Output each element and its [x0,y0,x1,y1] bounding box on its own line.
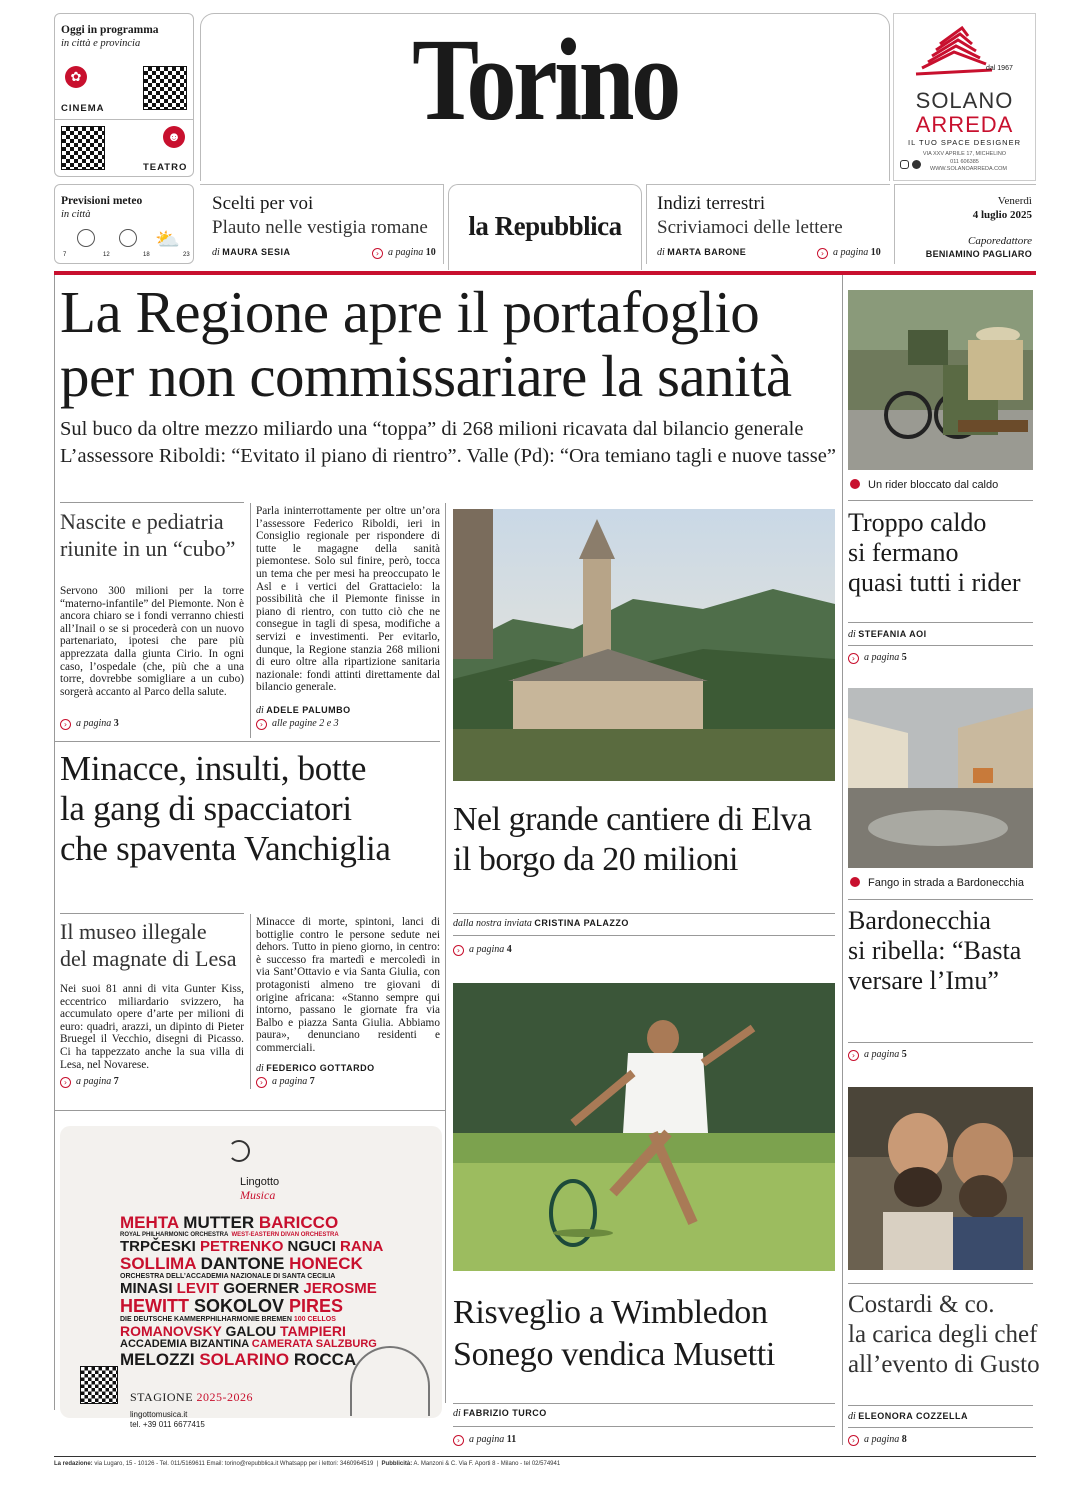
costardi-photo[interactable] [848,1087,1033,1270]
red-dot-icon [850,479,860,489]
nascite-headline[interactable] [60,508,235,562]
wimbledon-photo[interactable] [453,983,835,1271]
center-column-rule [445,503,446,1403]
cinema-label[interactable]: CINEMA [61,103,105,114]
wimbledon-headline-line2: Sonego vendica Musetti [453,1336,776,1373]
ad-lingotto-musica[interactable] [60,1126,442,1429]
lead-subheadline [60,416,836,470]
arrow-icon: › [256,719,267,730]
teatro-icon[interactable]: ☻ [163,126,185,148]
costardi-byline: di ELEONORA COZZELLA [848,1411,968,1422]
museo-pageref[interactable]: › a pagina 7 [60,1076,119,1088]
right-column-rule [842,275,843,1445]
arrow-icon: › [848,653,859,664]
indizi-title: Indizi terrestri [657,193,766,214]
arrow-icon: › [60,719,71,730]
scelti-title: Scelti per voi [212,193,314,214]
meteo-temp-3: 18 [143,252,150,258]
indizi-box[interactable] [646,184,890,264]
cinema-icon[interactable]: ✿ [65,66,87,88]
lead-byline: di ADELE PALUMBO [256,705,351,716]
ad-brand1: SOLANO [915,88,1014,113]
elva-headline-line2: il borgo da 20 milioni [453,841,738,878]
gang-byline: di FEDERICO GOTTARDO [256,1063,375,1074]
arrow-icon: › [453,1435,464,1446]
lead-body: Parla ininterrottamente per oltre un’ora l’assessore Federico Riboldi, ieri in Consiglio regionale per rispondere di tutte le magagne della sanità piemontese. Solo sul finire, però, tocca un tema che per mesi ha preoccupato le Asl e i vertici del Grattacielo: la possibilità che il Piemonte finisse in piano di rientro, con tutto ciò che ne consegue in tagli di spesa, modifiche a servizi e investimenti. Per evitarlo, dunque, la Regione stanzia 268 milioni di euro oltre alla ripartizione sanitaria nazionale: fondi attinti direttamente dal bilancio generale. [256,505,440,694]
harp-figure-icon [350,1346,430,1416]
bardonecchia-headline-line2: si ribella: “Basta [848,936,1022,965]
scelti-headline[interactable]: Plauto nelle vestigia romane [212,217,428,238]
lingotto-brand2: Musica [240,1188,276,1202]
rider-caption: Un rider bloccato dal caldo [850,479,998,491]
programma-box [54,13,194,177]
lingotto-season: STAGIONE 2025-2026 [130,1390,254,1404]
teatro-qr-code[interactable] [61,126,105,170]
meteo-temp-2: 12 [103,252,110,258]
arrow-icon: › [453,945,464,956]
gang-headline-line3: che spaventa Vanchiglia [60,829,391,868]
indizi-pageref[interactable]: › a pagina 10 [817,247,881,259]
meteo-temp-1: 7 [63,252,67,258]
sun-icon [119,229,137,247]
museo-body: Nei suoi 81 anni di vita Gunter Kiss, eccentrico miliardario svizzero, ha accumulato opere d’arte per milioni di euro: quadri, arazzi, un dipinto di Pieter Bruegel il Vecchio, disegni di Picasso. Ci ha tappezzato anche la sua villa di Lesa, nel Novarese. [60,983,244,1071]
ad-address: VIA XXV APRILE 17, MICHELINO [922,151,1007,157]
programma-subtitle: in città e provincia [61,38,141,49]
masthead-box [200,13,890,181]
rider-photo[interactable] [848,290,1033,470]
ad-phone: 011 606385 [950,159,979,165]
red-divider [54,271,1036,275]
partly-cloudy-icon: ⛅ [155,229,180,251]
elva-byline: dalla nostra inviata CRISTINA PALAZZO [453,918,629,929]
indizi-byline: di MARTA BARONE [657,247,747,258]
rider-headline-line2: si fermano [848,538,959,567]
costardi-headline[interactable] [848,1290,1040,1380]
bardonecchia-photo[interactable] [848,688,1033,868]
left-column-rule [54,275,55,1410]
lead-headline-line1: La Regione apre il portafoglio [60,279,760,345]
costardi-headline-line3: all’evento di Gusto [848,1351,1040,1378]
indizi-headline[interactable]: Scriviamoci delle lettere [657,217,843,238]
lingotto-lineup: MEHTA MUTTER BARICCO ROYAL PHILHARMONIC ORCHESTRA WEST-EASTERN DIVAN ORCHESTRA TRPČESKI PETRENKO NGUCI RANA SOLLIMA DANTONE HONECK ORCHESTRA DELL’ACCADEMIA NAZIONALE DI SANTA CECILIA MINASI LEVIT GOERNER JEROSME HEWITT SOKOLOV PIRES DIE DEUTSCHE KAMMERPHILHARMONIE BREMEN 100 CELLOS ROMANOVSKY GALOU TAMPIERI ACCADEMIA BIZANTINA CAMERATA SALZBURG MELOZZI SOLARINO ROCCA [120,1213,384,1369]
bardonecchia-caption: Fango in strada a Bardonecchia [850,877,1024,889]
elva-headline[interactable] [453,800,811,880]
rider-pageref[interactable]: › a pagina 5 [848,652,907,664]
dateline-role: Caporedattore [968,235,1032,247]
lingotto-web[interactable]: lingottomusica.it [130,1410,188,1419]
mid-column-rule [250,503,251,738]
ad-solano-arreda[interactable] [893,13,1036,181]
costardi-headline-line1: Costardi & co. [848,1291,995,1318]
lingotto-logo-icon [228,1140,250,1162]
bardonecchia-pageref[interactable]: › a pagina 5 [848,1049,907,1061]
meteo-temp-4: 23 [183,252,190,258]
gang-headline-line1: Minacce, insulti, botte [60,749,367,788]
dateline-date: 4 luglio 2025 [972,209,1032,221]
lead-headline[interactable] [60,280,792,408]
elva-headline-line1: Nel grande cantiere di Elva [453,801,812,838]
rider-headline-line3: quasi tutti i rider [848,568,1021,597]
arrow-icon: › [256,1077,267,1088]
mid-column-rule-2 [250,914,251,1089]
arrow-icon: › [372,248,383,259]
ad-brand2: ARREDA [915,112,1014,137]
masthead-title: Torino [412,14,678,145]
wimbledon-pageref[interactable]: › a pagina 11 [453,1434,516,1446]
rider-headline-line1: Troppo caldo [848,508,987,537]
arrow-icon: › [848,1435,859,1446]
lingotto-tel: tel. +39 011 6677415 [130,1420,205,1429]
instagram-icon[interactable] [900,160,909,169]
wimbledon-headline[interactable] [453,1292,775,1376]
wimbledon-headline-line1: Risveglio a Wimbledon [453,1294,768,1331]
programma-title: Oggi in programma [61,24,159,36]
rider-byline: di STEFANIA AOI [848,629,927,640]
solano-logo-icon [914,18,994,78]
meteo-box [54,184,194,264]
rider-headline[interactable] [848,508,1021,598]
scelti-box[interactable] [200,184,444,264]
repubblica-logo-box [448,184,642,270]
red-dot-icon [850,877,860,887]
gang-headline-line2: la gang di spacciatori [60,789,352,828]
ad-tagline: IL TUO SPACE DESIGNER [908,138,1021,147]
lead-pageref[interactable]: › alle pagine 2 e 3 [256,718,339,730]
repubblica-logo[interactable]: la Repubblica [468,211,622,241]
footer-redazione: La redazione: via Lugaro, 15 - 10126 - Tel. 011/5169611 Email: torino@repubblica.it Whatsapp per i lettori: 3460964519 | Pubblicità: A. Manzoni & C. Via F. Aporti 8 - Milano - tel 02/574941 [54,1461,561,1467]
museo-headline-line1: Il museo illegale [60,919,207,944]
sun-icon [77,229,95,247]
meteo-title: Previsioni meteo [61,195,143,207]
ad-web[interactable]: WWW.SOLANOARREDA.COM [930,166,1008,172]
dateline-box [894,184,1036,264]
elva-pageref[interactable]: › a pagina 4 [453,944,512,956]
costardi-headline-line2: la carica degli chef [848,1321,1038,1348]
scelti-byline: di MAURA SESIA [212,247,291,258]
cinema-qr-code[interactable] [143,66,187,110]
ad-dal: dal 1967 [986,65,1013,72]
arrow-icon: › [848,1050,859,1061]
elva-photo[interactable] [453,509,835,781]
arrow-icon: › [817,248,828,259]
lingotto-brand1: Lingotto [240,1176,280,1188]
arrow-icon: › [60,1077,71,1088]
nascite-body: Servono 300 milioni per la torre “materno-infantile” del Piemonte. Non è ancora chiaro se i fondi verranno chiesti all’Inail o se si procederà con un nuovo partenariato, ipotesi che pare più apprezzata dalla giunta Cirio. In ogni caso, l’ospedale (che, più che a una torre, dovrebbe somigliare a un cubo) sorgerà accanto al Parco della salute. [60,585,244,698]
scelti-pageref[interactable]: › a pagina 10 [372,247,436,259]
meteo-subtitle: in città [61,209,91,220]
dateline-day: Venerdì [997,195,1032,207]
wimbledon-byline: di FABRIZIO TURCO [453,1408,547,1419]
gang-body: Minacce di morte, spintoni, lanci di bottiglie contro le persone sedute nei dehors. Tutto in pieno giorno, in centro: è successo fra martedì e mercoledì in via Sant’Ottavio e via Santa Giulia, con protagonisti almeno tre giovani di origine africana: «Stanno sempre qui intorno, passano le giornate fra via Balbo e piazza Santa Giulia. Abbiamo paura», denunciano residenti e commerciali. [256,916,440,1054]
lead-sub-line1: Sul buco da oltre mezzo miliardo una “toppa” di 268 milioni ricavata dal bilancio generale [60,418,804,440]
lead-sub-line2: L’assessore Riboldi: “Evitato il piano di rientro”. Valle (Pd): “Ora temiano tagli e nuove tasse” [60,445,836,467]
costardi-pageref[interactable]: › a pagina 8 [848,1434,907,1446]
facebook-icon[interactable] [912,160,921,169]
nascite-headline-line1: Nascite e pediatria [60,509,224,534]
gang-headline[interactable] [60,749,391,869]
dateline-editor: BENIAMINO PAGLIARO [925,249,1032,259]
museo-headline-line2: del magnate di Lesa [60,946,237,971]
nascite-headline-line2: riunite in un “cubo” [60,536,236,561]
lead-headline-line2: per non commissariare la sanità [60,343,792,409]
bardonecchia-headline-line3: versare l’Imu” [848,966,999,995]
bardonecchia-headline[interactable] [848,906,1021,996]
nascite-pageref[interactable]: › a pagina 3 [60,718,119,730]
museo-headline[interactable] [60,918,237,972]
teatro-label[interactable]: TEATRO [143,162,188,173]
bardonecchia-headline-line1: Bardonecchia [848,906,991,935]
lingotto-qr-code[interactable] [80,1366,118,1404]
gang-pageref[interactable]: › a pagina 7 [256,1076,315,1088]
